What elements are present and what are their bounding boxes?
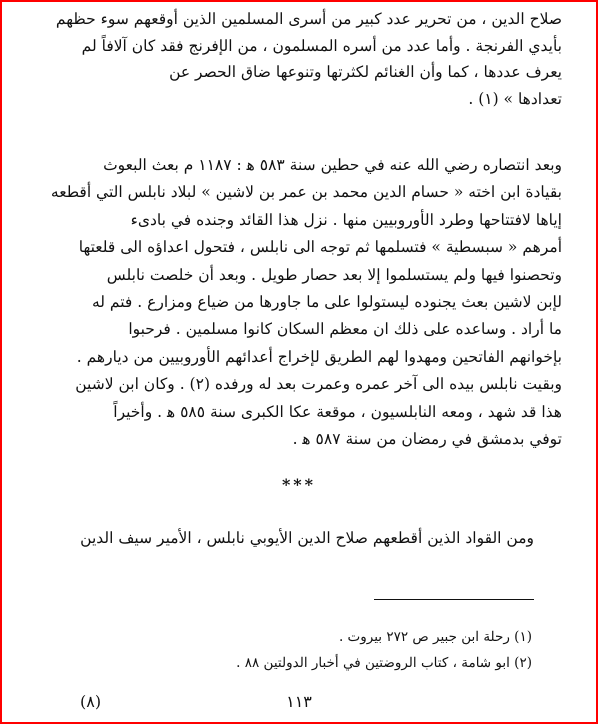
- footnote-item: (١) رحلة ابن جبير ص ٢٧٢ بيروت .: [338, 629, 532, 645]
- page-number: ١١٣: [286, 692, 312, 711]
- section-separator: ***: [281, 475, 317, 494]
- text-line: لإبن لاشين بعث يجنوده ليستولوا على ما جاورها من ضياع ومزارع . فتم له: [91, 293, 562, 312]
- text-line: صلاح الدين ، من تحرير عدد كبير من أسرى المسلمين الذين أوقعهم سوء حظهم: [55, 10, 562, 28]
- text-line: ما أراد . وساعده على ذلك ان معظم السكان كانوا مسلمين . فرحبوا: [128, 320, 562, 339]
- text-line: وبعد انتصاره رضي الله عنه في حطين سنة ٥٨٣ ﻫ : ١١٨٧ م بعث البعوث: [103, 156, 562, 174]
- paragraph-1: [36, 6, 562, 113]
- book-page: [2, 2, 596, 722]
- text-line: بأيدي الفرنجة . وأما عدد من أسره المسلمون ، من الإفرنج فقد كان آلافاً لم: [81, 36, 562, 55]
- text-line: بإخوانهم الفاتحين ومهدوا لهم الطريق لإخراج أعدائهم الأوروبيين من ديارهم .: [76, 347, 562, 366]
- text-line: هذا قد شهد ، ومعه النابلسيون ، موقعة عكا الكبرى سنة ٥٨٥ ﻫ . وأخيراً: [113, 402, 562, 421]
- text-line: يعرف عددها ، كما وأن الغنائم لكثرتها وتنوعها ضاق الحصر عن: [169, 63, 562, 82]
- page-footer: [2, 692, 596, 716]
- text-line: تعدادها » (١) .: [468, 90, 562, 109]
- text-line: أمرهم « سبسطية » فتسلمها ثم توجه الى نابلس ، فتحول اعداؤه الى قلعتها: [78, 238, 562, 257]
- footnote-item: (٢) ابو شامة ، كتاب الروضتين في أخبار الدولتين ٨٨ .: [236, 655, 532, 671]
- paragraph-2: [36, 152, 562, 453]
- footnotes: [62, 624, 532, 676]
- text-line: وبقيت نابلس بيده الى آخر عمره وعمرت بعد له ورفده (٢) . وكان ابن لاشين: [75, 375, 562, 394]
- text-line: وتحصنوا فيها ولم يستسلموا إلا بعد حصار طويل . وبعد أن خلصت نابلس: [106, 265, 562, 284]
- footnote-divider: [374, 599, 534, 600]
- paragraph-3: ومن القواد الذين أقطعهم صلاح الدين الأيوبي نابلس ، الأمير سيف الدين: [80, 529, 534, 547]
- text-line: بقيادة ابن اخته « حسام الدين محمد بن عمر بن لاشين » لبلاد نابلس التي أقطعه: [50, 183, 562, 202]
- text-line: توفي بدمشق في رمضان من سنة ٥٨٧ ﻫ .: [292, 430, 562, 449]
- text-line: إياها لافتتاحها وطرد الأوروبيين منها . نزل هذا القائد وجنده في بادىء: [130, 210, 562, 229]
- signature-mark: (٨): [80, 692, 102, 711]
